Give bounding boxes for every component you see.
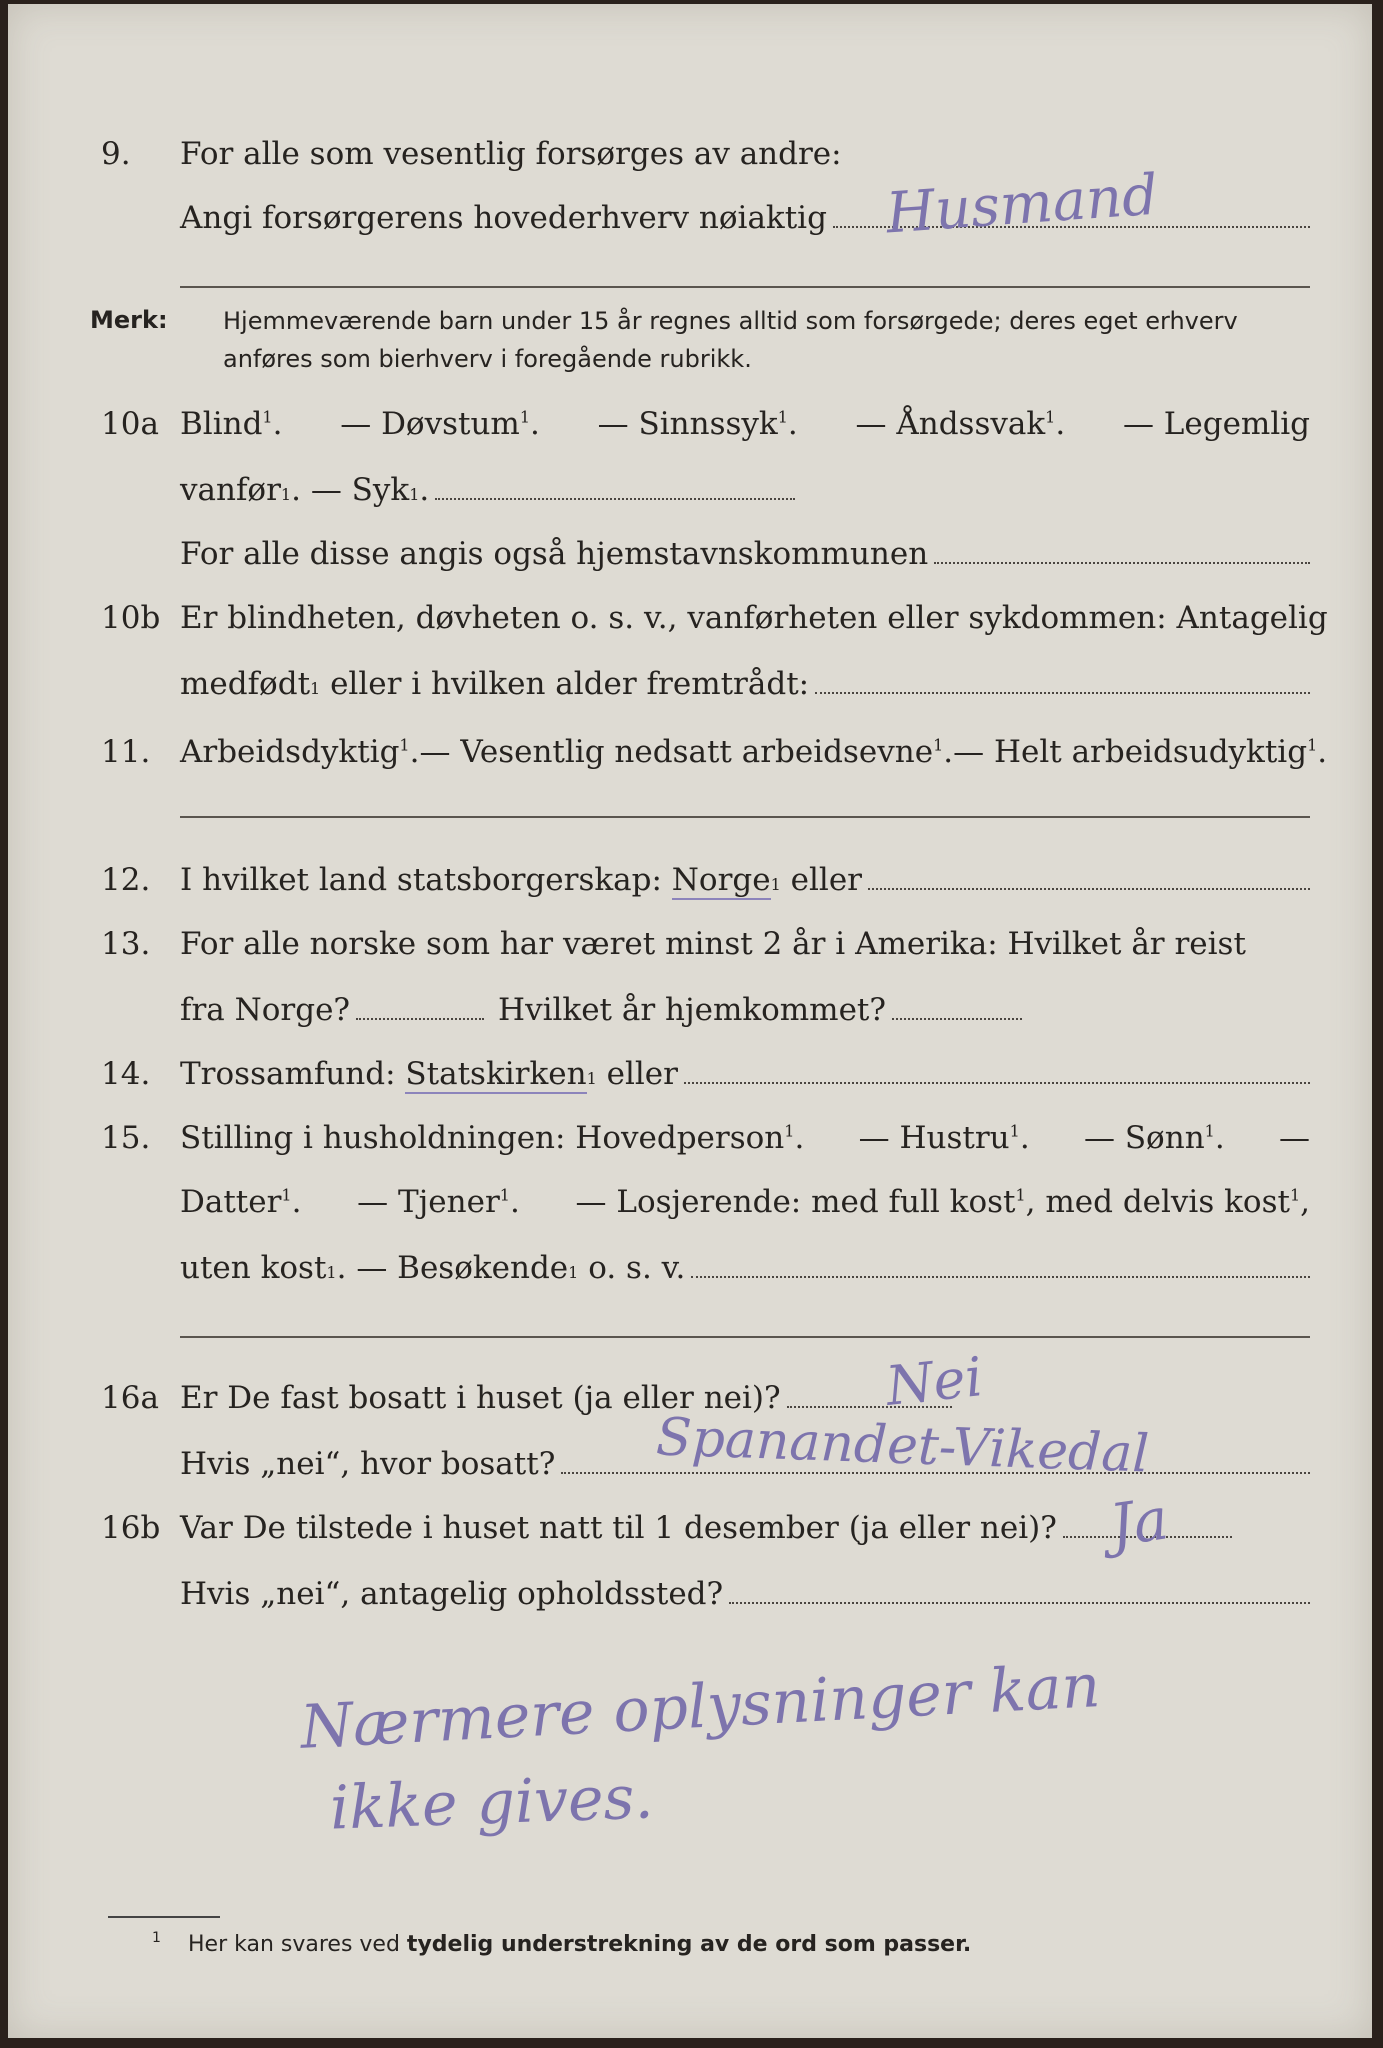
q16b-answer2-line[interactable]	[729, 1580, 1310, 1604]
sup: 1	[1204, 1121, 1215, 1141]
q10a-line3	[180, 536, 1310, 572]
q10b-alder: eller i hvilken alder fremtrådt:	[330, 666, 810, 702]
q12-text: I hvilket land statsborgerskap:	[180, 862, 662, 898]
q13-number: 13.	[101, 926, 151, 962]
q13-hjemkommet-line[interactable]	[892, 996, 1022, 1020]
q15-tjener: — Tjener	[357, 1184, 500, 1220]
q16a-handwritten-answer1: Nei	[882, 1345, 986, 1418]
sup: 1	[399, 735, 410, 755]
q15-number: 15.	[101, 1120, 151, 1156]
q13-reist-line[interactable]	[356, 996, 484, 1020]
q16b-question2: Hvis „nei“, antagelig opholdssted?	[180, 1576, 724, 1612]
q14-number: 14.	[101, 1056, 151, 1092]
q14-answer-line[interactable]	[684, 1060, 1310, 1084]
handwritten-note-line1: Nærmere oplysninger kan	[298, 1651, 1102, 1763]
merk-text	[223, 302, 1310, 378]
q16b-line1	[180, 1510, 1232, 1546]
sup: 1	[1307, 735, 1318, 755]
q10a-blind: Blind	[180, 406, 263, 442]
q9-line2-text: Angi forsørgerens hovederhverv nøiaktig	[180, 200, 827, 236]
q12-answer-line[interactable]	[868, 866, 1310, 890]
q10b-line1: Er blindheten, døvheten o. s. v., vanførheten eller sykdommen: Antagelig	[180, 600, 1328, 636]
q10a-hjemstavn-line[interactable]	[934, 540, 1310, 564]
q16b-handwritten-answer1: Ja	[1105, 1484, 1173, 1560]
q10a-vanfor: vanfør	[180, 472, 281, 508]
q14-text: Trossamfund:	[180, 1056, 396, 1092]
q15-osv: o. s. v.	[588, 1250, 686, 1286]
handwritten-note-line2: ikke gives.	[328, 1762, 655, 1844]
q16a-question2: Hvis „nei“, hvor bosatt?	[180, 1446, 556, 1482]
q15-line2: Datter$^1$. — Tjener$^1$. — Losjerende: med full kost$^1$, med delvis kost$^1$,	[180, 1184, 1310, 1220]
q13-hjemkommet: Hvilket år hjemkommet?	[498, 992, 887, 1028]
q16b-number: 16b	[101, 1510, 161, 1546]
q10a-syk: — Syk	[310, 472, 410, 508]
sup: 1	[281, 1185, 292, 1205]
q15-answer-line[interactable]	[691, 1254, 1310, 1278]
q11-udyktig: — Helt arbeidsudyktig	[953, 734, 1308, 770]
q14-statskirken: Statskirken	[405, 1056, 587, 1092]
footnote-normal: Her kan svares ved	[188, 1932, 400, 1957]
sup: 1	[784, 1121, 795, 1141]
footnote	[152, 1930, 972, 1957]
sup: 1	[262, 407, 273, 427]
q10a-syk-line[interactable]	[435, 476, 795, 500]
sup: 1	[1289, 1185, 1301, 1205]
q13-reist: fra Norge?	[180, 992, 351, 1028]
q15-line3: uten kost 1 . — Besøkende 1 o. s. v.	[180, 1250, 1310, 1286]
q15-delvis-kost: , med delvis kost	[1025, 1184, 1290, 1220]
q10a-line2: vanfør 1 . — Syk 1 .	[180, 472, 1310, 508]
q10a-line1: Blind$^1$. — Døvstum$^1$. — Sinnssyk$^1$. — Åndssvak$^1$. — Legemlig	[180, 406, 1310, 442]
q10b-answer-line[interactable]	[815, 670, 1310, 694]
sup: 1	[933, 735, 944, 755]
census-form-page	[8, 4, 1372, 2038]
q15-hovedperson: Stilling i husholdningen: Hovedperson	[180, 1120, 785, 1156]
q12-norge: Norge	[671, 862, 771, 898]
merk-line2: anføres som bierhverv i foregående rubrikk.	[223, 345, 752, 373]
q12-line: I hvilket land statsborgerskap: Norge 1 eller	[180, 862, 1310, 900]
q10a-hjemstavn: For alle disse angis også hjemstavnskommunen	[180, 536, 929, 572]
q15-datter: Datter	[180, 1184, 282, 1220]
q15-line1: Stilling i husholdningen: Hovedperson$^1$. — Hustru$^1$. — Sønn$^1$. —	[180, 1120, 1310, 1156]
q15-extra-line	[180, 1336, 1310, 1338]
sup: 1	[1009, 1121, 1020, 1141]
q15-dash: —	[1279, 1120, 1310, 1156]
footnote-mark: 1	[152, 1930, 161, 1946]
footnote-bold: tydelig understrekning av de ord som passer.	[406, 1932, 972, 1957]
q11-nedsatt: — Vesentlig nedsatt arbeidsevne	[419, 734, 934, 770]
q11-line: Arbeidsdyktig$^1$. — Vesentlig nedsatt arbeidsevne$^1$. — Helt arbeidsudyktig$^1$.	[180, 734, 1328, 770]
q10a-sinnssyk: — Sinnssyk	[597, 406, 778, 442]
q14-line: Trossamfund: Statskirken 1 eller	[180, 1056, 1310, 1094]
q10b-line2: medfødt 1 eller i hvilken alder fremtrådt:	[180, 666, 1310, 702]
merk-label: Merk:	[90, 306, 168, 334]
q13-line1: For alle norske som har været minst 2 år i Amerika: Hvilket år reist	[180, 926, 1246, 962]
q9-extra-line	[180, 286, 1310, 288]
sup: 1	[499, 1185, 510, 1205]
q16a-question1: Er De fast bosatt i huset (ja eller nei)?	[180, 1380, 781, 1416]
merk-line1: Hjemmeværende barn under 15 år regnes alltid som forsørgede; deres eget erhverv	[223, 307, 1238, 335]
q16a-line1	[180, 1380, 952, 1416]
q16a-number: 16a	[101, 1380, 159, 1416]
q15-sonn: — Sønn	[1083, 1120, 1205, 1156]
q15-uten-kost: uten kost	[180, 1250, 327, 1286]
q9-handwritten-answer: Husmand	[884, 162, 1160, 247]
q15-besokende: — Besøkende	[356, 1250, 569, 1286]
q10a-dovstum: — Døvstum	[340, 406, 520, 442]
sup: 1	[1015, 1185, 1026, 1205]
sup: 1	[777, 407, 788, 427]
q11-extra-line	[180, 816, 1310, 818]
q9-line1: For alle som vesentlig forsørges av andre:	[180, 136, 842, 172]
q14-eller: eller	[606, 1056, 678, 1092]
q15-full-kost: — Losjerende: med full kost	[575, 1184, 1016, 1220]
q9-number: 9.	[101, 136, 131, 172]
q12-number: 12.	[101, 862, 151, 898]
q15-hustru: — Hustru	[858, 1120, 1010, 1156]
q10b-number: 10b	[101, 600, 161, 636]
q10a-legemlig: — Legemlig	[1122, 406, 1310, 442]
q10a-andssvak: — Åndssvak	[855, 406, 1046, 442]
q16a-handwritten-answer2: Spanandet-Vikedal	[655, 1407, 1151, 1485]
q12-eller: eller	[790, 862, 862, 898]
sup: 1	[519, 407, 531, 427]
sup: 1	[1045, 407, 1056, 427]
q11-arbeidsdyktig: Arbeidsdyktig	[180, 734, 400, 770]
q16b-question1: Var De tilstede i huset natt til 1 desember (ja eller nei)?	[180, 1510, 1057, 1546]
q10a-number: 10a	[101, 406, 159, 442]
footnote-rule	[108, 1916, 220, 1918]
q11-number: 11.	[101, 734, 151, 770]
q10b-medfodt: medfødt	[180, 666, 311, 702]
q16b-line2	[180, 1576, 1310, 1612]
q13-line2	[180, 992, 1310, 1028]
